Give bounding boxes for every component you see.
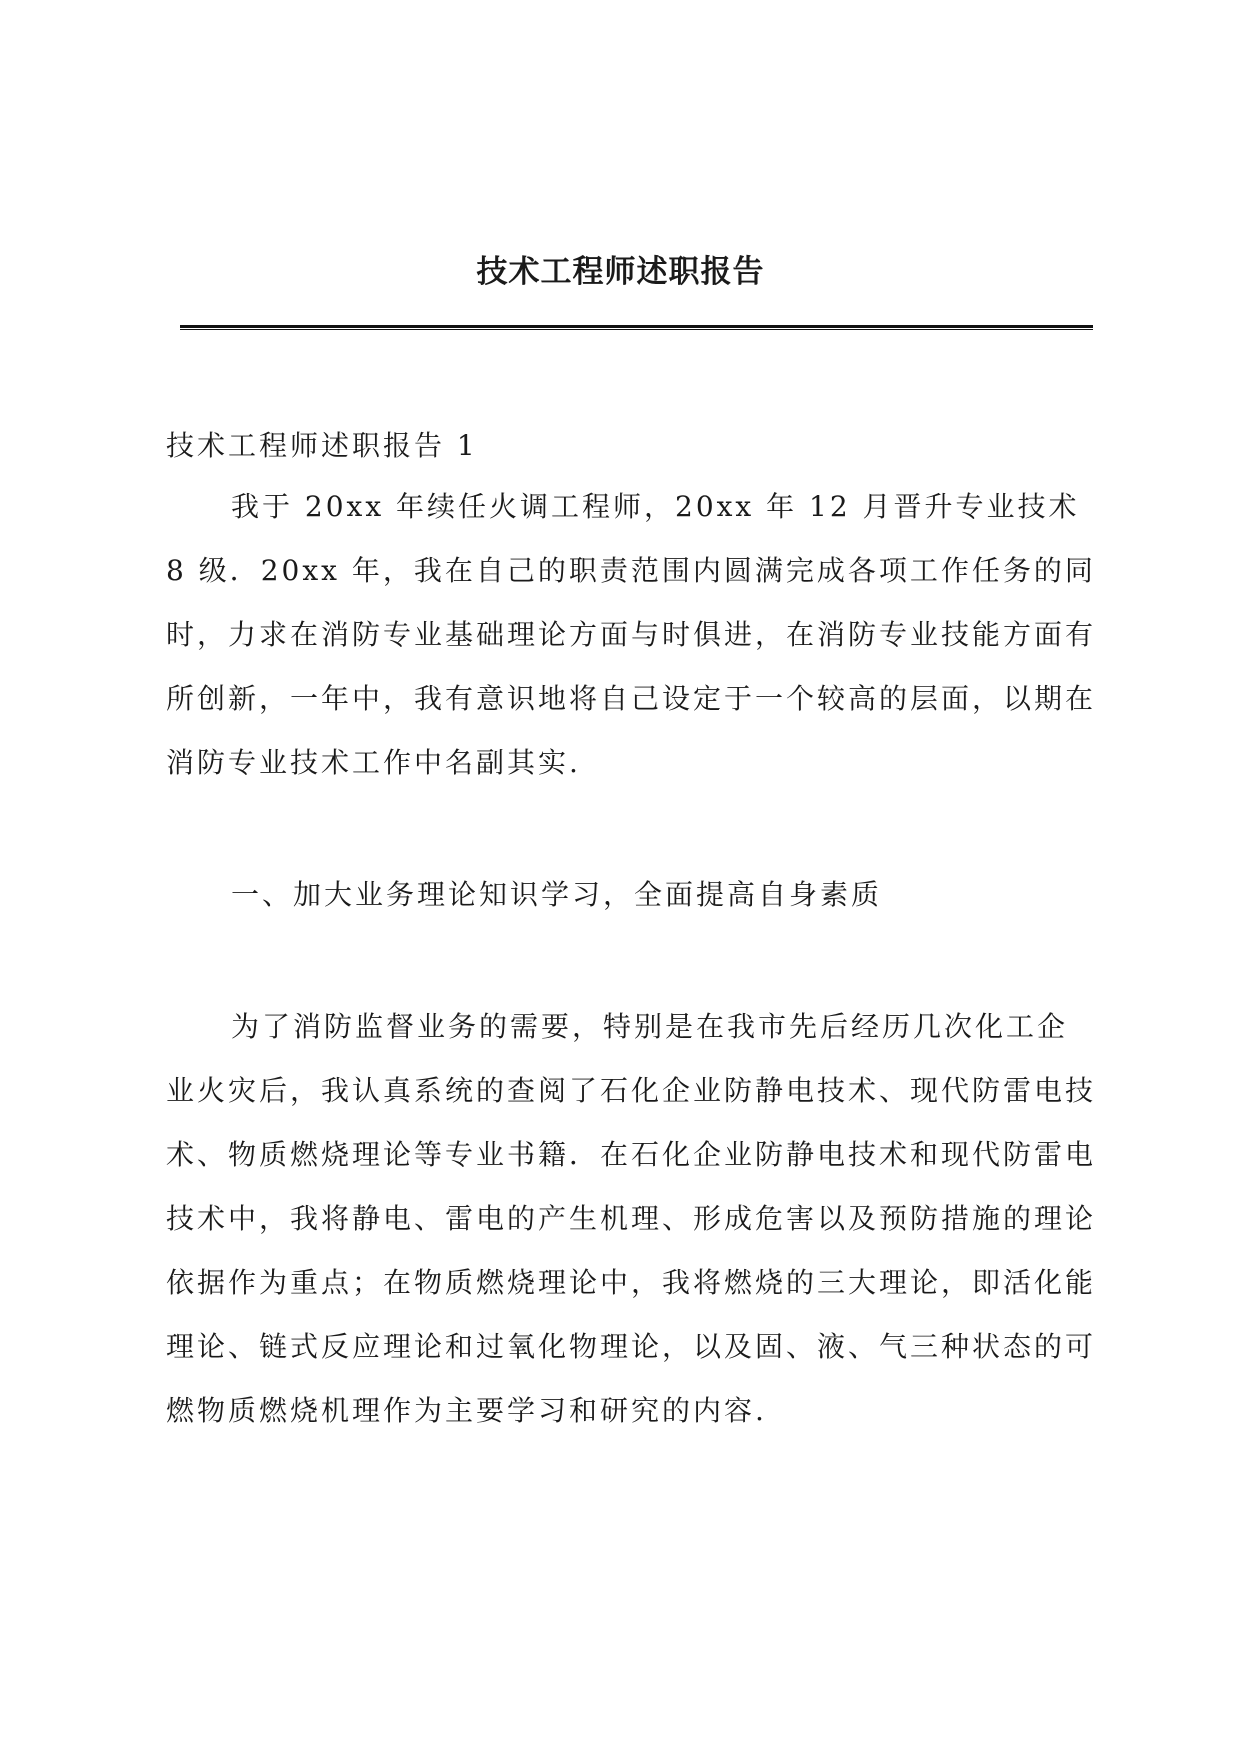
paragraph-intro-text: 我于 20xx 年续任火调工程师，20xx 年 12 月晋升专业技术 8 级．20xx 年，我在自己的职责范围内圆满完成各项工作任务的同时，力求在消防专业基础理论方面与时俱进，在消防专业技能方面有所创新，一年中，我有意识地将自己设定于一个较高的层面，以期在消防专业技术工作中名副其实.	[166, 490, 1097, 779]
subtitle-text: 技术工程师述职报告 1	[166, 429, 478, 462]
section-subtitle	[166, 414, 1096, 478]
paragraph-intro	[166, 475, 1096, 795]
paragraph-study	[166, 995, 1096, 1443]
title-divider	[180, 325, 1093, 330]
section-heading-1-text: 一、加大业务理论知识学习，全面提高自身素质	[231, 878, 883, 911]
paragraph-study-text: 为了消防监督业务的需要，特别是在我市先后经历几次化工企业火灾后，我认真系统的查阅了石化企业防静电技术、现代防雷电技术、物质燃烧理论等专业书籍．在石化企业防静电技术和现代防雷电技术中，我将静电、雷电的产生机理、形成危害以及预防措施的理论依据作为重点；在物质燃烧理论中，我将燃烧的三大理论，即活化能理论、链式反应理论和过氧化物理论，以及固、液、气三种状态的可燃物质燃烧机理作为主要学习和研究的内容.	[166, 1010, 1097, 1427]
section-heading-1	[166, 863, 1096, 927]
page-title: 技术工程师述职报告	[476, 254, 765, 290]
